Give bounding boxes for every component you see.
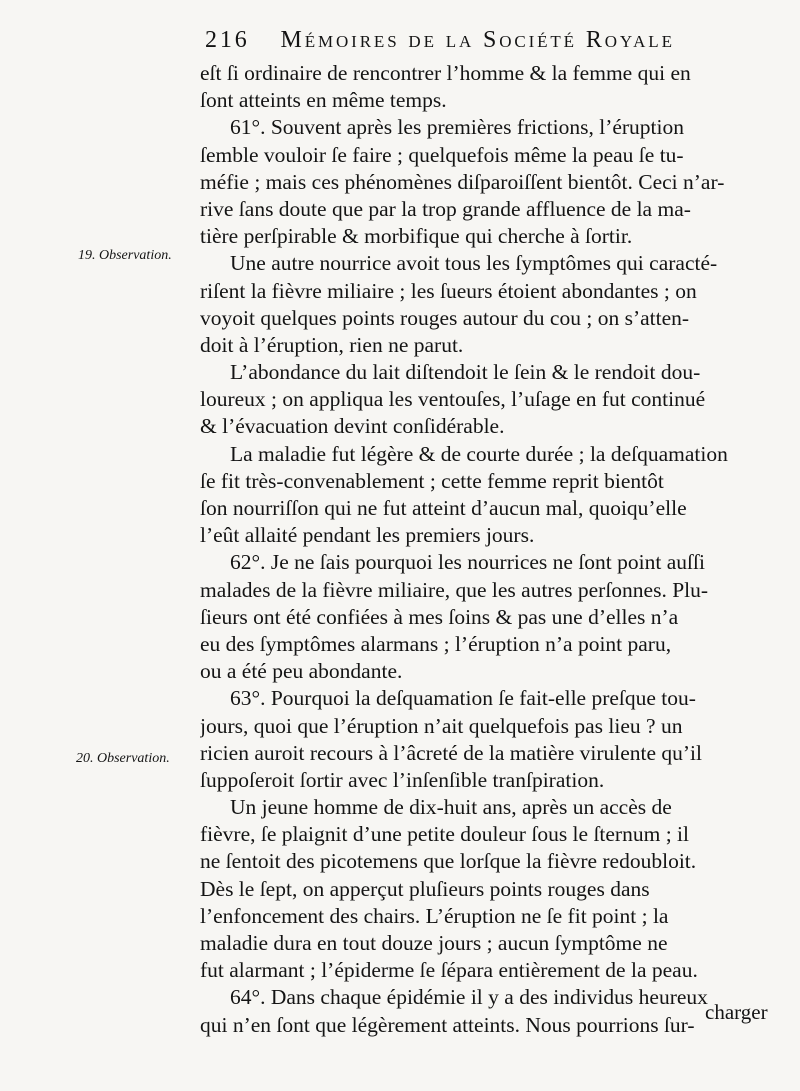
text-line: rive ſans doute que par la trop grande affluence de la ma- (200, 196, 691, 221)
text-line: ſe fit très-convenablement ; cette femme reprit bientôt (200, 468, 664, 493)
text-line: eſt ſi ordinaire de rencontrer l’homme & la femme qui en (200, 61, 691, 85)
text-line: l’eût allaité pendant les premiers jours. (200, 523, 535, 548)
running-header (205, 27, 765, 59)
text-line: jours, quoi que l’éruption n’ait quelquefois pas lieu ? un (200, 713, 683, 738)
text-line: loureux ; on appliqua les ventouſes, l’uſage en fut continué (200, 387, 706, 412)
text-line: ſuppoſeroit ſortir avec l’inſenſible tranſpiration. (200, 767, 605, 792)
text-line: L’abondance du lait diſtendoit le ſein & le rendoit dou- (230, 360, 701, 385)
text-line: ſon nourriſſon qui ne fut atteint d’aucun mal, quoiqu’elle (200, 496, 687, 520)
text-line: Une autre nourrice avoit tous les ſymptômes qui caracté- (230, 251, 718, 276)
text-line: 62°. Je ne ſais pourquoi les nourrices ne ſont point auſſi (230, 550, 705, 575)
text-line: La maladie fut légère & de courte durée ; la deſquamation (230, 441, 728, 466)
text-line: 63°. Pourquoi la deſquamation ſe fait-elle preſque tou- (230, 686, 696, 711)
margin-note-observation-20: 20. Observation. (76, 751, 170, 766)
text-line: ſieurs ont été confiées à mes ſoins & pas une d’elles n’a (200, 604, 679, 629)
text-line: fut alarmant ; l’épiderme ſe ſépara entièrement de la peau. (200, 958, 698, 983)
text-line: riſent la fièvre miliaire ; les ſueurs étoient abondantes ; on (200, 278, 697, 303)
text-line: Un jeune homme de dix-huit ans, après un accès de (230, 795, 672, 820)
text-line: ou a été peu abondante. (200, 659, 403, 684)
text-line: & l’évacuation devint conſidérable. (200, 414, 505, 439)
text-line: doit à l’éruption, rien ne parut. (200, 332, 464, 357)
text-line: ſemble vouloir ſe faire ; quelquefois même la peau ſe tu- (200, 142, 684, 167)
text-line: qui n’en ſont que légèrement atteints. Nous pourrions ſur- (200, 1012, 695, 1037)
catchword: charger (705, 1000, 768, 1024)
text-line: l’enfoncement des chairs. L’éruption ne ſe fit point ; la (200, 903, 669, 928)
text-line: 61°. Souvent après les premières frictions, l’éruption (230, 115, 685, 140)
text-line: eu des ſymptômes alarmans ; l’éruption n’a point paru, (200, 631, 672, 656)
text-line: fièvre, ſe plaignit d’une petite douleur ſous le ſternum ; il (200, 822, 689, 847)
text-line: ricien auroit recours à l’âcreté de la matière virulente qu’il (200, 740, 703, 765)
text-line: maladie dura en tout douze jours ; aucun ſymptôme ne (200, 931, 668, 955)
text-line: ſont atteints en même temps. (200, 88, 447, 113)
text-line: Dès le ſept, on apperçut pluſieurs points rouges dans (200, 876, 650, 901)
page-number: 216 (205, 27, 250, 53)
text-line: malades de la fièvre miliaire, que les autres perſonnes. Plu- (200, 577, 709, 602)
text-line: 64°. Dans chaque épidémie il y a des individus heureux (230, 985, 708, 1010)
text-line: méfie ; mais ces phénomènes diſparoiſſent bientôt. Ceci n’ar- (200, 169, 725, 194)
text-line: voyoit quelques points rouges autour du cou ; on s’atten- (200, 305, 690, 330)
text-line: ne ſentoit des picotemens que lorſque la fièvre redoubloit. (200, 849, 697, 874)
margin-note-observation-19: 19. Observation. (78, 248, 172, 263)
text-line: tière perſpirable & morbifique qui cherche à ſortir. (200, 224, 633, 249)
body-text (200, 60, 780, 1039)
running-title: Mémoires de la Société Royale (280, 27, 675, 53)
